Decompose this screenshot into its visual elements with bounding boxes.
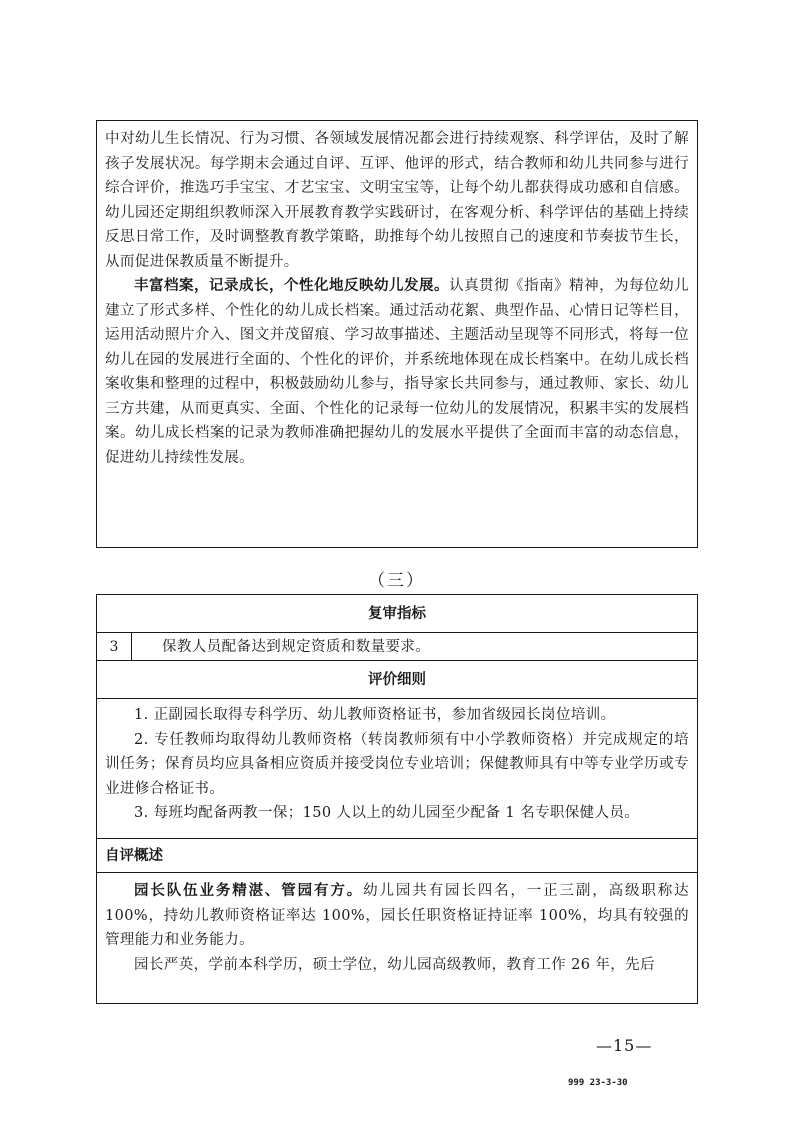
paragraph-archives	[105, 274, 689, 470]
summary-lead: 园长队伍业务精湛、管园有方。	[134, 883, 364, 899]
paragraph-archives-lead: 丰富档案，记录成长，个性化地反映幼儿发展。	[134, 278, 450, 294]
detail-item-2: 2. 专任教师均取得幼儿教师资格（转岗教师须有中小学教师资格）并完成规定的培训任务；保育员均应具备相应资质并接受岗位专业培训；保健教师具有中等专业学历或专业进修合格证书。	[105, 731, 689, 797]
page-number: —15—	[596, 1036, 653, 1055]
summary-paragraph-1	[105, 879, 689, 953]
details-header: 评价细则	[97, 661, 697, 699]
print-stamp: 999 23-3-30	[568, 1078, 628, 1088]
indicator-text: 保教人员配备达到规定资质和数量要求。	[162, 639, 431, 655]
self-evaluation-header: 自评概述	[97, 839, 697, 873]
summary-body: 幼儿园共有园长四名，一正三副，高级职称达 100%，持幼儿教师资格证率达 100%，园长任职资格证持证率 100%，均具有较强的管理能力和业务能力。	[105, 883, 690, 948]
section-title: （三）	[368, 571, 425, 591]
paragraph-archives-body: 认真贯彻《指南》精神，为每位幼儿建立了形式多样、个性化的幼儿成长档案。通过活动花絮、典型作品、心情日记等栏目，运用活动照片介入、图文并茂留痕、学习故事描述、主题活动呈现等不同形式，将每一位幼儿在园的发展进行全面的、个性化的评价，并系统地体现在成长档案中。在幼儿成长档案收集和整理的过程中，积极鼓励幼儿参与，指导家长共同参与，通过教师、家长、幼儿三方共建，从而更真实、全面、个性化的记录每一位幼儿的发展情况，积累丰实的发展档案。幼儿成长档案的记录为教师准确把握幼儿的发展水平提供了全面而丰富的动态信息，促进幼儿持续性发展。	[105, 278, 689, 466]
paragraph-evaluation: 中对幼儿生长情况、行为习惯、各领域发展情况都会进行持续观察、科学评估，及时了解孩子发展状况。每学期末会通过自评、互评、他评的形式，结合教师和幼儿共同参与进行综合评价，推选巧手宝宝、才艺宝宝、文明宝宝等，让每个幼儿都获得成功感和自信感。幼儿园还定期组织教师深入开展教育教学实践研讨，在客观分析、科学评估的基础上持续反思日常工作，及时调整教育教学策略，助推每个幼儿按照自己的速度和节奏拔节生长，从而促进保教质量不断提升。	[105, 131, 689, 270]
continued-text-box	[96, 120, 698, 548]
detail-item-1: 1. 正副园长取得专科学历、幼儿教师资格证书，参加省级园长岗位培训。	[134, 707, 616, 723]
indicator-row	[97, 633, 697, 661]
details-body	[97, 699, 697, 839]
review-table	[96, 594, 698, 1004]
indicator-number: 3	[97, 633, 132, 660]
self-evaluation-body	[97, 873, 697, 977]
review-indicator-header: 复审指标	[97, 595, 697, 633]
detail-item-3: 3. 每班均配备两教一保；150 人以上的幼儿园至少配备 1 名专职保健人员。	[134, 805, 640, 821]
summary-paragraph-2: 园长严英，学前本科学历，硕士学位，幼儿园高级教师，教育工作 26 年，先后	[134, 956, 655, 973]
